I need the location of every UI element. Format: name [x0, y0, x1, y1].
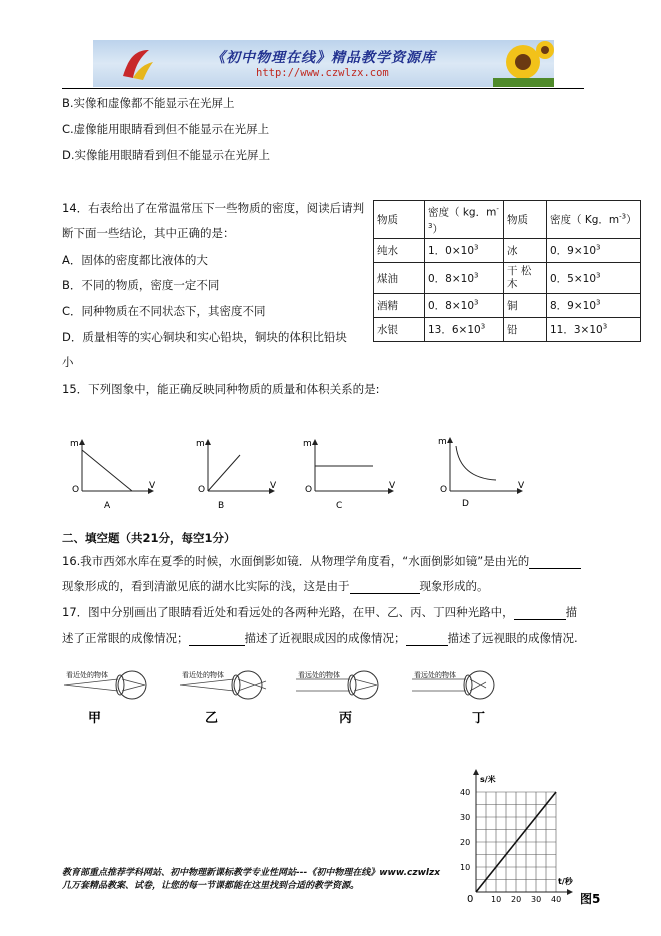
table-header-cell: 物质 [374, 201, 425, 239]
axis-m-label: m [303, 439, 312, 449]
q16-line1 [62, 553, 581, 569]
y-tick-label: 20 [460, 838, 471, 847]
eye-caption: 看近处的物体 [182, 671, 224, 679]
table-cell: 0．$5\times 10^3$ [547, 263, 641, 294]
chart-x-label: t/秒 [558, 877, 573, 886]
origin-label: O [305, 485, 313, 495]
chart-y-label: s/米 [480, 775, 496, 784]
eye-diagram-jia [64, 670, 146, 699]
origin-label: O [440, 485, 448, 495]
table-header-cell: 密度（ kg．$m^{-3}$） [425, 201, 504, 239]
table-cell: 纯水 [374, 239, 425, 263]
eye-label-jia: 甲 [88, 711, 102, 725]
q16-line2 [62, 578, 489, 594]
option-c: C.虚像能用眼睛看到但不能显示在光屏上 [62, 122, 270, 136]
eye-label-yi: 乙 [205, 711, 219, 725]
table-cell: 1．$0\times 10^3$ [425, 239, 504, 263]
x-tick-label: 30 [531, 895, 542, 904]
eye-label-bing: 丙 [339, 711, 353, 725]
eye-diagram-ding [412, 670, 494, 699]
table-row [374, 294, 641, 318]
table-cell: 0．$9\times 10^3$ [547, 239, 641, 263]
footer-line2: 几万套精品教案、试卷，让您的每一节课都能在这里找到合适的教学资源。 [62, 881, 360, 891]
axis-m-label: m [438, 437, 447, 447]
q14-option-a: A．固体的密度都比液体的大 [62, 253, 208, 267]
density-table [373, 200, 641, 342]
graph-c [303, 439, 396, 511]
axis-m-label: m [196, 439, 205, 449]
y-tick-label: 40 [460, 788, 471, 797]
table-header-row [374, 201, 641, 239]
graph-a [70, 439, 156, 511]
eye-caption: 看远处的物体 [298, 671, 340, 679]
table-cell: 13．$6\times 10^3$ [425, 318, 504, 342]
chart-origin-label: 0 [467, 894, 474, 905]
table-header-cell: 密度（ Kg．$m^{-3}$） [547, 201, 641, 239]
table-row [374, 239, 641, 263]
axis-v-label: V [270, 481, 277, 491]
graph-label-b: B [218, 501, 225, 511]
x-tick-label: 20 [511, 895, 522, 904]
q17-blank-1[interactable] [514, 619, 566, 620]
table-cell: 铅 [504, 318, 547, 342]
y-tick-label: 10 [460, 863, 471, 872]
q14-option-c: C．同种物质在不同状态下，其密度不同 [62, 304, 266, 318]
q15-stem: 15．下列图象中，能正确反映同种物质的质量和体积关系的是: [62, 382, 380, 396]
q16-text-1: 16.我市西郊水库在夏季的时候，水面倒影如镜．从物理学角度看，“水面倒影如镜”是由光的 [62, 554, 530, 568]
eye-diagrams [60, 665, 530, 725]
table-header-cell: 物质 [504, 201, 547, 239]
banner-url[interactable]: http://www.czwlzx.com [256, 67, 389, 79]
axis-m-label: m [70, 439, 79, 449]
section-heading: 二、填空题（共21分，每空1分） [62, 531, 236, 545]
table-row [374, 263, 641, 294]
table-cell: 0．$8\times 10^3$ [425, 294, 504, 318]
header-rule [62, 88, 584, 89]
table-row [374, 318, 641, 342]
option-b: B.实像和虚像都不能显示在光屏上 [62, 96, 235, 110]
y-tick-label: 30 [460, 813, 471, 822]
table-cell: 水银 [374, 318, 425, 342]
q16-blank-2[interactable] [350, 593, 420, 594]
sunflower-icon [493, 40, 554, 87]
site-logo-icon [119, 46, 155, 82]
q17-text-4: 描述了近视眼成因的成像情况； [244, 631, 406, 645]
q16-blank-1[interactable] [529, 568, 581, 569]
q16-text-3: 现象形成的。 [419, 579, 489, 593]
q17-line1 [62, 604, 577, 620]
figure-5-chart [440, 760, 610, 910]
eye-diagram-bing [296, 670, 378, 699]
table-cell: 冰 [504, 239, 547, 263]
x-tick-label: 40 [551, 895, 562, 904]
origin-label: O [198, 485, 206, 495]
table-cell: 8．$9\times 10^3$ [547, 294, 641, 318]
q17-blank-3[interactable] [406, 645, 448, 646]
eye-label-ding: 丁 [472, 711, 486, 725]
table-cell: 酒精 [374, 294, 425, 318]
table-cell: 铜 [504, 294, 547, 318]
figure-caption: 图5 [580, 892, 601, 906]
q17-line2 [62, 630, 578, 646]
graph-b [196, 439, 277, 511]
q14-stem-line1: 14．右表给出了在常温常压下一些物质的密度，阅读后请判 [62, 201, 365, 215]
q15-graphs [60, 430, 580, 515]
table-cell: 11．$3\times 10^3$ [547, 318, 641, 342]
graph-label-a: A [104, 501, 111, 511]
axis-v-label: V [518, 481, 525, 491]
footer-line1: 教育部重点推荐学科网站、初中物理新课标教学专业性网站---《初中物理在线》www.czwlzx [62, 868, 441, 878]
axis-v-label: V [389, 481, 396, 491]
graph-label-c: C [336, 501, 343, 511]
eye-diagram-yi [180, 670, 266, 699]
eye-caption: 看远处的物体 [414, 671, 456, 679]
header-banner [93, 40, 554, 87]
q17-blank-2[interactable] [189, 645, 245, 646]
table-cell: 0．$8\times 10^3$ [425, 263, 504, 294]
table-cell: 干 松 木 [504, 263, 547, 294]
q14-stem-line2: 断下面一些结论，其中正确的是： [62, 226, 235, 240]
table-cell: 煤油 [374, 263, 425, 294]
origin-label: O [72, 485, 80, 495]
q17-text-2: 描 [565, 605, 578, 619]
banner-title: 《初中物理在线》精品教学资源库 [211, 50, 436, 66]
q14-option-d-tail: 小 [62, 355, 74, 369]
q16-text-2: 现象形成的，看到清澈见底的湖水比实际的浅，这是由于 [62, 579, 350, 593]
option-d: D.实像能用眼睛看到但不能显示在光屏上 [62, 148, 271, 162]
q17-text-3: 述了正常眼的成像情况； [62, 631, 189, 645]
graph-d [438, 437, 525, 509]
x-tick-label: 10 [491, 895, 502, 904]
q14-option-b: B．不同的物质，密度一定不同 [62, 278, 220, 292]
eye-caption: 看近处的物体 [66, 671, 108, 679]
q17-text-1: 17．图中分别画出了眼睛看近处和看远处的各两种光路，在甲、乙、丙、丁四种光路中， [62, 605, 514, 619]
graph-label-d: D [462, 499, 469, 509]
axis-v-label: V [149, 481, 156, 491]
q17-text-5: 描述了远视眼的成像情况. [447, 631, 578, 645]
q14-option-d: D．质量相等的实心铜块和实心铅块，铜块的体积比铅块 [62, 330, 347, 344]
